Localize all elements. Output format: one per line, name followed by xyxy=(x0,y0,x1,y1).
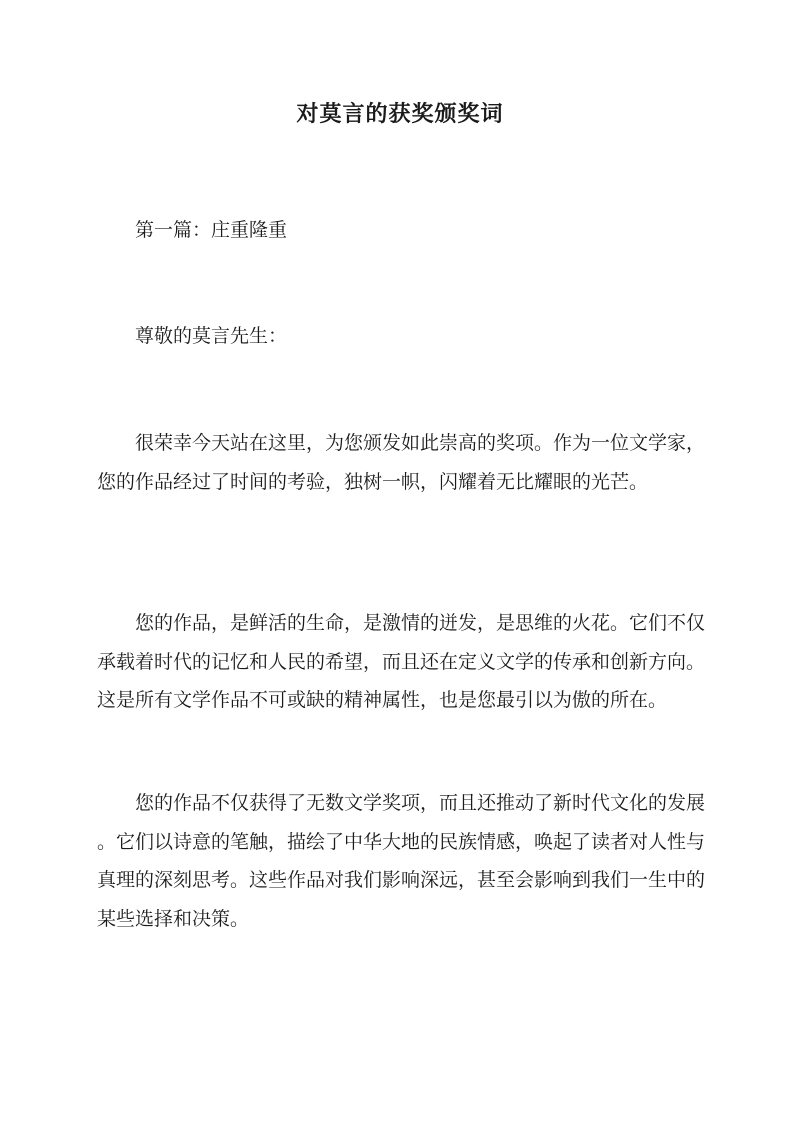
paragraph-2 xyxy=(97,604,709,720)
paragraph-line: 您的作品经过了时间的考验，独树一帜，闪耀着无比耀眼的光芒。 xyxy=(97,470,649,493)
paragraph-line: 。它们以诗意的笔触，描绘了中华大地的民族情感，唤起了读者对人性与 xyxy=(97,830,706,853)
paragraph-line: 您的作品不仅获得了无数文学奖项，而且还推动了新时代文化的发展 xyxy=(135,792,706,814)
paragraph-line: 承载着时代的记忆和人民的希望，而且还在定义文学的传承和创新方向。 xyxy=(97,650,706,673)
paragraph-line: 您的作品，是鲜活的生命，是激情的迸发，是思维的火花。它们不仅 xyxy=(135,612,706,634)
paragraph-3 xyxy=(97,784,709,938)
paragraph-line: 这是所有文学作品不可或缺的精神属性，也是您最引以为傲的所在。 xyxy=(97,689,668,711)
section-heading: 第一篇：庄重隆重 xyxy=(135,219,288,241)
paragraph-line: 很荣幸今天站在这里，为您颁发如此崇高的奖项。作为一位文学家， xyxy=(135,432,706,454)
paragraph-line: 某些选择和决策。 xyxy=(97,907,250,930)
paragraph-1 xyxy=(97,424,709,501)
document-title: 对莫言的获奖颁奖词 xyxy=(296,101,504,127)
salutation: 尊敬的莫言先生： xyxy=(135,325,288,347)
paragraph-line: 真理的深刻思考。这些作品对我们影响深远，甚至会影响到我们一生中的 xyxy=(97,869,706,891)
